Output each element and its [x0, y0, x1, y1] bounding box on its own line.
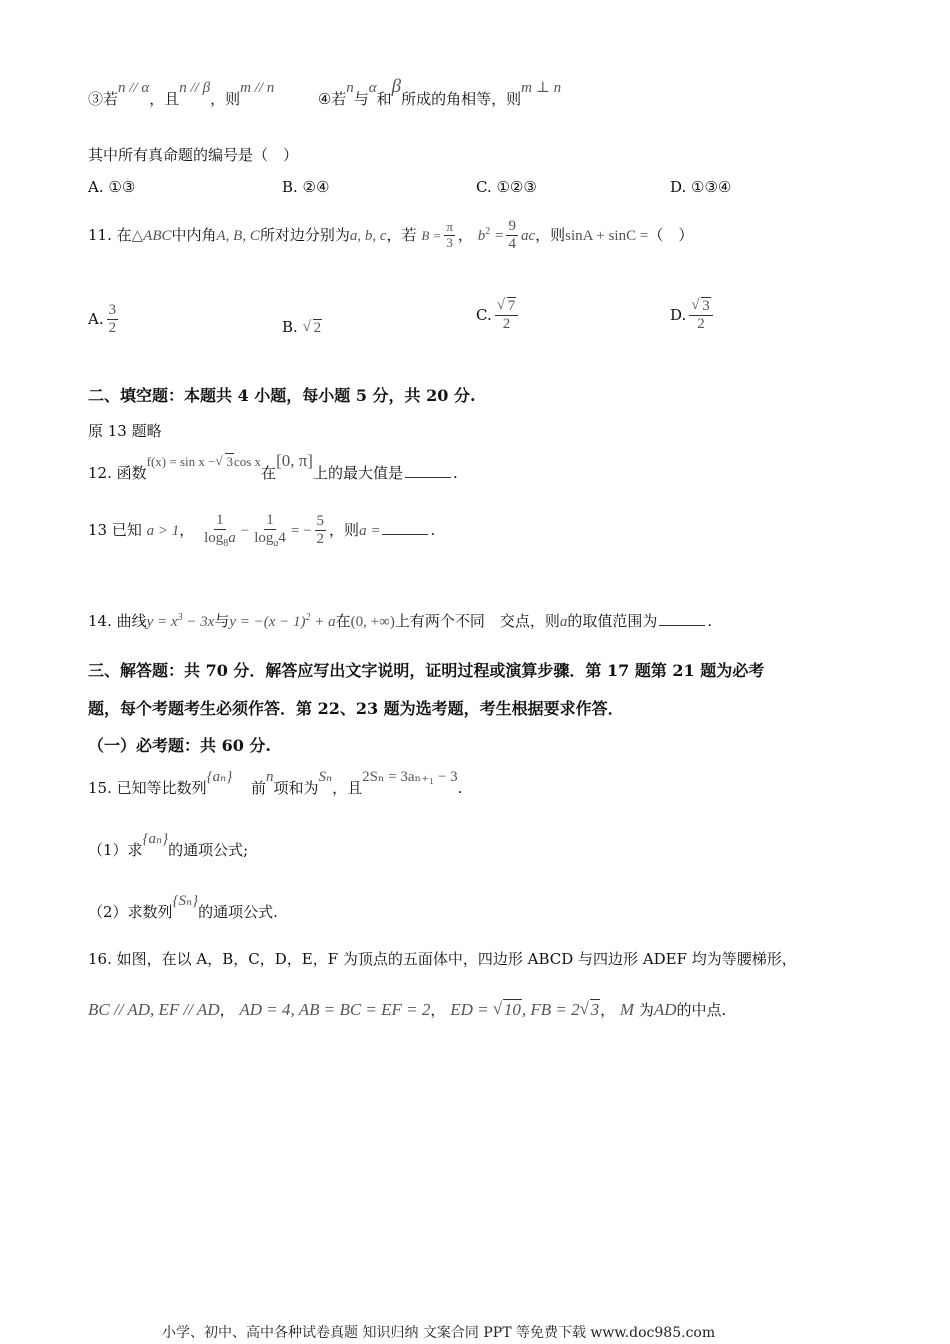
q11-choice-a: A. $\frac{3}{2}$ — [88, 302, 117, 337]
q13-answer-blank — [382, 533, 428, 535]
q12-stem: 12. 函数f(x) = sin x −√ 3cos x在[0, π]上的最大值是 . — [88, 462, 458, 483]
q10-choice-b: B. ②④ — [282, 178, 330, 196]
q11-choice-b: B. √ 2 — [282, 318, 322, 337]
q11-stem: 11. 在△ABC中内角A, B, C所对边分别为a, b, c，若 B = $\frac{\pi}{3}$ ， $b^2$ = $\frac{9}{4}$ ac，则sinA + sinC =（ ） — [88, 218, 694, 253]
q10-choice-a: A. ①③ — [88, 178, 136, 196]
q14-answer-blank — [659, 624, 705, 626]
page-footer: 小学、初中、高中各种试卷真题 知识归纳 文案合同 PPT 等免费下载 www.doc985.com — [162, 1325, 716, 1341]
q11-choice-d: D. √ $\frac{3}{2}$ — [670, 298, 716, 334]
q10-choice-d: D. ①③④ — [670, 178, 732, 196]
section3-sub-heading: （一）必考题：共 60 分. — [88, 736, 271, 755]
q15-part-1: （1）求{aₙ}的通项公式; — [88, 831, 249, 859]
q16-line1: 16. 如图，在以 A，B，C，D，E，F 为顶点的五面体中，四边形 ABCD 与四边形 ADEF 均为等腰梯形， — [88, 950, 797, 968]
q15-part-2: （2）求数列{Sₙ}的通项公式. — [88, 893, 278, 921]
q11-fraction-pi-over-3: $\frac{\pi}{3}$ — [446, 219, 453, 251]
q10-question: 其中所有真命题的编号是（ ） — [88, 146, 299, 164]
section2-note: 原 13 题略 — [88, 422, 162, 440]
q10-propositions: ③若n // α，且n // β，则m // n ④若n与α和β所成的角相等，则m ⊥ n — [88, 76, 562, 108]
q13-fraction-1: $\frac{1}{\log_8a}$ — [204, 512, 236, 550]
q12-answer-blank — [405, 476, 451, 478]
section2-heading: 二、填空题：本题共 4 小题，每小题 5 分，共 20 分. — [88, 386, 476, 405]
q13-fraction-2: $\frac{1}{\log_a4}$ — [254, 512, 286, 550]
q16-conditions: BC // AD, EF // AD， AD = 4, AB = BC = EF = 2， ED = √ 10, FB = 2√ 3， M 为AD的中点. — [88, 999, 726, 1020]
q10-choice-c: C. ①②③ — [476, 178, 537, 196]
section3-heading-line1: 三、解答题：共 70 分．解答应写出文字说明，证明过程或演算步骤．第 17 题第 21 题为必考 — [88, 661, 765, 680]
q13-stem: 13 已知 a > 1， $\frac{1}{\log_8a}$ − $\frac{1}{\log_a4}$ = − $\frac{5}{2}$ ，则a = . — [88, 512, 436, 550]
q11-fraction-9-over-4: $\frac{9}{4}$ — [508, 218, 516, 253]
q11-choice-c: C. √ $\frac{7}{2}$ — [476, 298, 521, 334]
q14-stem: 14. 曲线$y = x^3 - 3x$与$y = -(x - 1)^2 + a$在(0, +∞)上有两个不同 交点，则a的取值范围为 . — [88, 612, 713, 630]
q13-fraction-3: $\frac{5}{2}$ — [316, 513, 325, 548]
section3-heading-line2: 题，每个考题考生必须作答．第 22、23 题为选考题，考生根据要求作答． — [88, 699, 624, 718]
q15-stem: 15. 已知等比数列{aₙ} 前n项和为Sₙ，且2Sₙ = 3aₙ₊₁ − 3. — [88, 769, 463, 797]
